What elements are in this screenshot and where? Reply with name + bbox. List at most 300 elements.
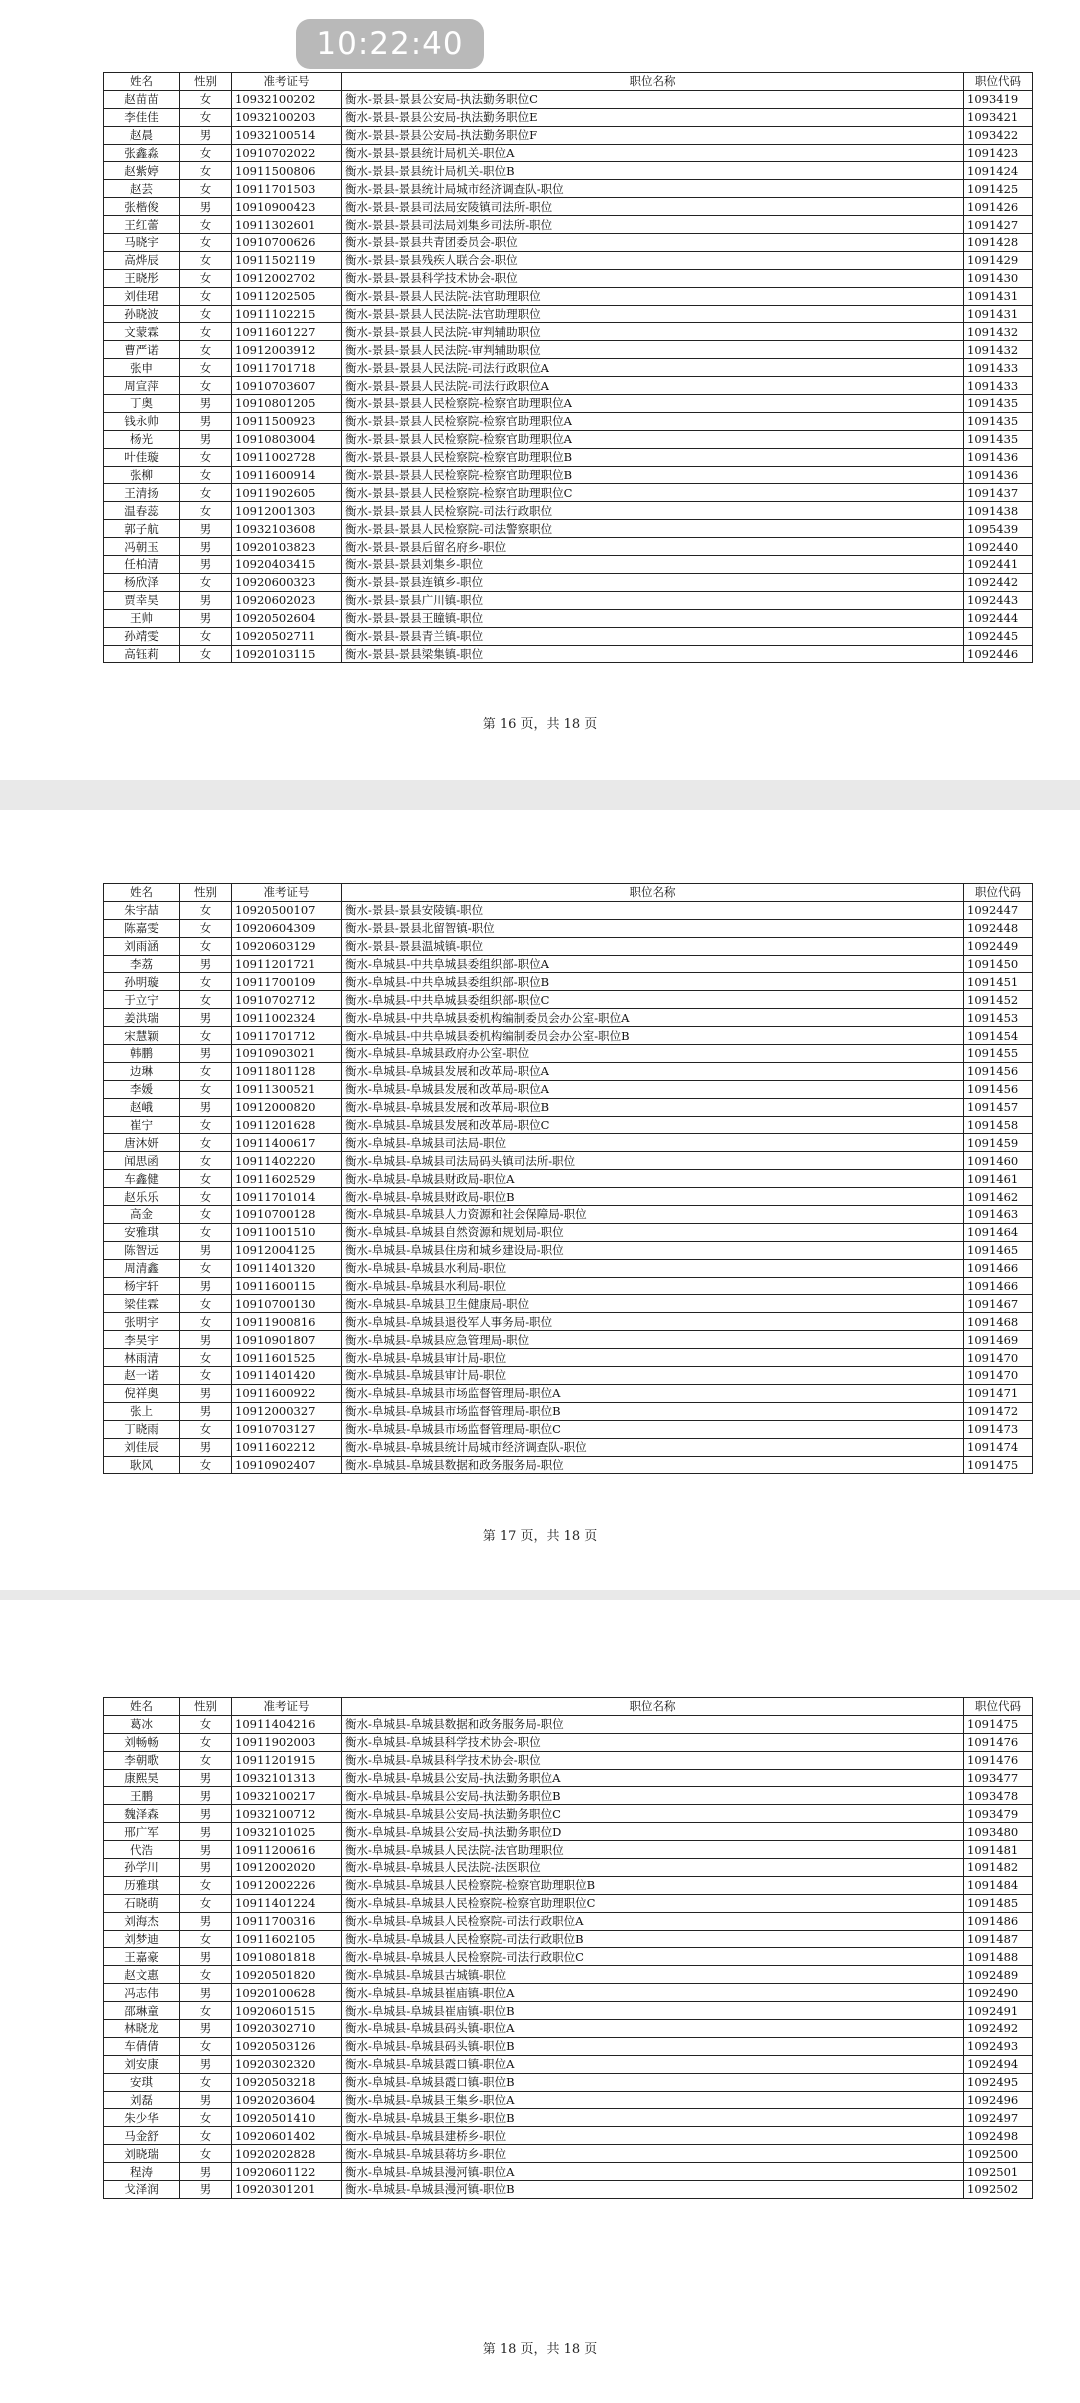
cell-name: 于立宁 (104, 991, 180, 1009)
cell-code: 1091466 (964, 1277, 1033, 1295)
cell-position: 衡水-阜城县-阜城县人民检察院-司法行政职位B (342, 1930, 964, 1948)
cell-code: 1091435 (964, 395, 1033, 413)
cell-position: 衡水-阜城县-阜城县人民检察院-司法行政职位A (342, 1912, 964, 1930)
cell-position: 衡水-阜城县-阜城县发展和改革局-职位A (342, 1062, 964, 1080)
table-row (104, 1805, 1033, 1823)
cell-code: 1091429 (964, 251, 1033, 269)
cell-name: 张明宇 (104, 1313, 180, 1331)
cell-position: 衡水-阜城县-阜城县人民检察院-检察官助理职位C (342, 1894, 964, 1912)
table-row (104, 1134, 1033, 1152)
cell-exam-id: 10910803004 (232, 430, 342, 448)
table-row (104, 520, 1033, 538)
cell-name: 马金舒 (104, 2127, 180, 2145)
table-row (104, 1259, 1033, 1277)
cell-exam-id: 10920203604 (232, 2091, 342, 2109)
cell-name: 历雅琪 (104, 1876, 180, 1894)
header-gender: 性别 (180, 884, 232, 902)
table-row (104, 2091, 1033, 2109)
cell-gender: 男 (180, 1912, 232, 1930)
cell-exam-id: 10920500107 (232, 901, 342, 919)
table-row (104, 1223, 1033, 1241)
cell-gender: 男 (180, 2091, 232, 2109)
table-row (104, 1331, 1033, 1349)
cell-code: 1091436 (964, 466, 1033, 484)
table-row (104, 1009, 1033, 1027)
cell-code: 1091425 (964, 180, 1033, 198)
cell-code: 1091485 (964, 1894, 1033, 1912)
cell-position: 衡水-阜城县-阜城县财政局-职位B (342, 1188, 964, 1206)
cell-code: 1091458 (964, 1116, 1033, 1134)
table-row (104, 937, 1033, 955)
table-row (104, 162, 1033, 180)
cell-exam-id: 10911401224 (232, 1894, 342, 1912)
cell-position: 衡水-阜城县-阜城县发展和改革局-职位C (342, 1116, 964, 1134)
cell-name: 刘晓瑞 (104, 2145, 180, 2163)
header-position: 职位名称 (342, 1698, 964, 1716)
cell-exam-id: 10912000820 (232, 1098, 342, 1116)
table-row (104, 269, 1033, 287)
table-row (104, 2145, 1033, 2163)
page-footer: 第 18 页，共 18 页 (482, 2342, 598, 2357)
cell-code: 1091431 (964, 305, 1033, 323)
table-row (104, 1152, 1033, 1170)
table-row (104, 2109, 1033, 2127)
cell-code: 1091455 (964, 1045, 1033, 1063)
cell-gender: 女 (180, 1715, 232, 1733)
cell-name: 刘磊 (104, 2091, 180, 2109)
cell-gender: 女 (180, 180, 232, 198)
table-row (104, 991, 1033, 1009)
cell-gender: 女 (180, 269, 232, 287)
cell-code: 1092448 (964, 919, 1033, 937)
table-row (104, 198, 1033, 216)
cell-name: 唐沐妍 (104, 1134, 180, 1152)
cell-name: 张申 (104, 359, 180, 377)
cell-exam-id: 10920403415 (232, 556, 342, 574)
cell-name: 赵苗苗 (104, 90, 180, 108)
cell-exam-id: 10912000327 (232, 1402, 342, 1420)
table-row (104, 144, 1033, 162)
cell-code: 1092445 (964, 627, 1033, 645)
table-row (104, 591, 1033, 609)
cell-position: 衡水-阜城县-阜城县政府办公室-职位 (342, 1045, 964, 1063)
cell-gender: 男 (180, 1823, 232, 1841)
cell-name: 杨欣泽 (104, 573, 180, 591)
cell-position: 衡水-阜城县-阜城县科学技术协会-职位 (342, 1733, 964, 1751)
cell-position: 衡水-阜城县-阜城县人力资源和社会保障局-职位 (342, 1206, 964, 1224)
cell-gender: 女 (180, 2145, 232, 2163)
cell-gender: 女 (180, 90, 232, 108)
table-row (104, 1859, 1033, 1877)
cell-gender: 男 (180, 520, 232, 538)
cell-gender: 女 (180, 1313, 232, 1331)
cell-exam-id: 10911600914 (232, 466, 342, 484)
cell-position: 衡水-阜城县-阜城县漫河镇-职位A (342, 2163, 964, 2181)
cell-gender: 女 (180, 973, 232, 991)
table-row (104, 466, 1033, 484)
cell-code: 1092446 (964, 645, 1033, 663)
cell-exam-id: 10920601402 (232, 2127, 342, 2145)
cell-position: 衡水-阜城县-阜城县自然资源和规划局-职位 (342, 1223, 964, 1241)
cell-name: 冯志伟 (104, 1984, 180, 2002)
cell-position: 衡水-阜城县-阜城县发展和改革局-职位A (342, 1080, 964, 1098)
table-row (104, 901, 1033, 919)
cell-name: 钱永帅 (104, 412, 180, 430)
cell-position: 衡水-阜城县-阜城县水利局-职位 (342, 1277, 964, 1295)
cell-gender: 女 (180, 937, 232, 955)
cell-gender: 女 (180, 1966, 232, 1984)
table-row (104, 1769, 1033, 1787)
cell-position: 衡水-阜城县-阜城县市场监督管理局-职位A (342, 1384, 964, 1402)
cell-exam-id: 10912001303 (232, 502, 342, 520)
cell-exam-id: 10911500806 (232, 162, 342, 180)
cell-code: 1091472 (964, 1402, 1033, 1420)
cell-exam-id: 10911402220 (232, 1152, 342, 1170)
cell-name: 林雨清 (104, 1349, 180, 1367)
page-footer: 第 16 页，共 18 页 (482, 717, 598, 732)
table-row (104, 323, 1033, 341)
table-row (104, 1080, 1033, 1098)
cell-code: 1092489 (964, 1966, 1033, 1984)
cell-exam-id: 10911602105 (232, 1930, 342, 1948)
cell-exam-id: 10910801818 (232, 1948, 342, 1966)
cell-position: 衡水-阜城县-阜城县崔庙镇-职位B (342, 2002, 964, 2020)
table-row (104, 1751, 1033, 1769)
cell-name: 孙靖雯 (104, 627, 180, 645)
cell-exam-id: 10932103608 (232, 520, 342, 538)
cell-code: 1093419 (964, 90, 1033, 108)
cell-code: 1092501 (964, 2163, 1033, 2181)
cell-code: 1093421 (964, 108, 1033, 126)
table-row (104, 2181, 1033, 2199)
cell-exam-id: 10910801205 (232, 395, 342, 413)
cell-position: 衡水-景县-景县人民检察院-检察官助理职位A (342, 412, 964, 430)
cell-name: 赵峨 (104, 1098, 180, 1116)
cell-gender: 男 (180, 1805, 232, 1823)
table-row (104, 90, 1033, 108)
cell-gender: 女 (180, 377, 232, 395)
table-row (104, 609, 1033, 627)
cell-code: 1092494 (964, 2055, 1033, 2073)
cell-gender: 女 (180, 323, 232, 341)
cell-exam-id: 10911700316 (232, 1912, 342, 1930)
table-row (104, 126, 1033, 144)
table-row (104, 2037, 1033, 2055)
cell-code: 1092492 (964, 2020, 1033, 2038)
header-name: 姓名 (104, 884, 180, 902)
cell-gender: 女 (180, 1027, 232, 1045)
table-row (104, 1206, 1033, 1224)
cell-position: 衡水-景县-景县公安局-执法勤务职位F (342, 126, 964, 144)
cell-name: 李媛 (104, 1080, 180, 1098)
cell-code: 1091433 (964, 359, 1033, 377)
cell-gender: 女 (180, 1080, 232, 1098)
table-row (104, 2002, 1033, 2020)
table-row (104, 1367, 1033, 1385)
table-row (104, 1045, 1033, 1063)
table-row (104, 1966, 1033, 1984)
page-footer: 第 17 页，共 18 页 (482, 1529, 598, 1544)
cell-code: 1091436 (964, 448, 1033, 466)
cell-position: 衡水-景县-景县人民法院-法官助理职位 (342, 287, 964, 305)
cell-code: 1091463 (964, 1206, 1033, 1224)
cell-position: 衡水-景县-景县人民检察院-检察官助理职位C (342, 484, 964, 502)
cell-name: 周宣萍 (104, 377, 180, 395)
cell-code: 1091424 (964, 162, 1033, 180)
table-row (104, 502, 1033, 520)
cell-exam-id: 10911701718 (232, 359, 342, 377)
cell-gender: 女 (180, 1349, 232, 1367)
cell-exam-id: 10911602529 (232, 1170, 342, 1188)
cell-position: 衡水-阜城县-阜城县古城镇-职位 (342, 1966, 964, 1984)
cell-code: 1091468 (964, 1313, 1033, 1331)
cell-name: 叶佳璇 (104, 448, 180, 466)
cell-code: 1091452 (964, 991, 1033, 1009)
table-row (104, 919, 1033, 937)
cell-name: 刘畅畅 (104, 1733, 180, 1751)
cell-name: 李佳佳 (104, 108, 180, 126)
table-row (104, 359, 1033, 377)
cell-code: 1091428 (964, 234, 1033, 252)
cell-exam-id: 10910901807 (232, 1331, 342, 1349)
table-row (104, 448, 1033, 466)
table-row (104, 305, 1033, 323)
table-row (104, 1984, 1033, 2002)
header-code: 职位代码 (964, 1698, 1033, 1716)
cell-name: 宋慧颖 (104, 1027, 180, 1045)
cell-position: 衡水-阜城县-阜城县公安局-执法勤务职位A (342, 1769, 964, 1787)
cell-exam-id: 10920103823 (232, 538, 342, 556)
document-page-17 (0, 810, 1080, 1590)
cell-gender: 男 (180, 1769, 232, 1787)
cell-name: 刘佳辰 (104, 1438, 180, 1456)
table-row (104, 1930, 1033, 1948)
cell-position: 衡水-景县-景县后留名府乡-职位 (342, 538, 964, 556)
cell-name: 高钰莉 (104, 645, 180, 663)
table-row (104, 1116, 1033, 1134)
cell-code: 1091437 (964, 484, 1033, 502)
cell-position: 衡水-阜城县-阜城县数据和政务服务局-职位 (342, 1715, 964, 1733)
cell-position: 衡水-景县-景县青兰镇-职位 (342, 627, 964, 645)
cell-name: 朱少华 (104, 2109, 180, 2127)
cell-code: 1091464 (964, 1223, 1033, 1241)
cell-position: 衡水-景县-景县统计局机关-职位B (342, 162, 964, 180)
cell-gender: 女 (180, 359, 232, 377)
cell-gender: 女 (180, 234, 232, 252)
cell-exam-id: 10910703607 (232, 377, 342, 395)
table-row (104, 1241, 1033, 1259)
cell-name: 刘佳珺 (104, 287, 180, 305)
cell-name: 安琪 (104, 2073, 180, 2091)
cell-position: 衡水-景县-景县统计局机关-职位A (342, 144, 964, 162)
cell-position: 衡水-景县-景县公安局-执法勤务职位C (342, 90, 964, 108)
cell-exam-id: 10911202505 (232, 287, 342, 305)
cell-code: 1091471 (964, 1384, 1033, 1402)
cell-name: 倪祥奥 (104, 1384, 180, 1402)
table-row (104, 287, 1033, 305)
roster-table (103, 1697, 1033, 2199)
cell-gender: 女 (180, 1062, 232, 1080)
cell-position: 衡水-景县-景县王瞳镇-职位 (342, 609, 964, 627)
cell-gender: 女 (180, 1259, 232, 1277)
table-row (104, 1098, 1033, 1116)
cell-code: 1092490 (964, 1984, 1033, 2002)
cell-gender: 男 (180, 2163, 232, 2181)
cell-gender: 男 (180, 1045, 232, 1063)
header-position: 职位名称 (342, 73, 964, 91)
cell-exam-id: 10911102215 (232, 305, 342, 323)
cell-code: 1091431 (964, 287, 1033, 305)
cell-name: 刘梦迪 (104, 1930, 180, 1948)
cell-name: 刘海杰 (104, 1912, 180, 1930)
cell-position: 衡水-阜城县-阜城县人民检察院-检察官助理职位B (342, 1876, 964, 1894)
cell-exam-id: 10911401320 (232, 1259, 342, 1277)
cell-gender: 男 (180, 1787, 232, 1805)
cell-code: 1091474 (964, 1438, 1033, 1456)
cell-code: 1092498 (964, 2127, 1033, 2145)
cell-exam-id: 10911601525 (232, 1349, 342, 1367)
cell-gender: 女 (180, 2127, 232, 2145)
cell-name: 孙学川 (104, 1859, 180, 1877)
cell-name: 杨宇轩 (104, 1277, 180, 1295)
cell-position: 衡水-阜城县-阜城县人民法院-法官助理职位 (342, 1841, 964, 1859)
cell-name: 温春蕊 (104, 502, 180, 520)
table-row (104, 538, 1033, 556)
cell-position: 衡水-阜城县-阜城县崔庙镇-职位A (342, 1984, 964, 2002)
table-row (104, 2055, 1033, 2073)
header-code: 职位代码 (964, 73, 1033, 91)
cell-name: 张楷俊 (104, 198, 180, 216)
cell-position: 衡水-阜城县-阜城县住房和城乡建设局-职位 (342, 1241, 964, 1259)
table-row (104, 180, 1033, 198)
cell-code: 1091473 (964, 1420, 1033, 1438)
cell-name: 戈泽润 (104, 2181, 180, 2199)
cell-position: 衡水-阜城县-中共阜城县委组织部-职位A (342, 955, 964, 973)
cell-name: 耿风 (104, 1456, 180, 1474)
cell-position: 衡水-景县-景县人民检察院-司法警察职位 (342, 520, 964, 538)
cell-name: 高烨辰 (104, 251, 180, 269)
cell-code: 1095439 (964, 520, 1033, 538)
header-name: 姓名 (104, 73, 180, 91)
cell-code: 1091426 (964, 198, 1033, 216)
cell-position: 衡水-阜城县-阜城县霞口镇-职位B (342, 2073, 964, 2091)
cell-name: 王红蕾 (104, 216, 180, 234)
cell-gender: 女 (180, 1420, 232, 1438)
cell-code: 1091456 (964, 1062, 1033, 1080)
cell-code: 1091456 (964, 1080, 1033, 1098)
cell-gender: 女 (180, 108, 232, 126)
cell-code: 1092440 (964, 538, 1033, 556)
cell-name: 高金 (104, 1206, 180, 1224)
cell-code: 1091481 (964, 1841, 1033, 1859)
cell-name: 赵芸 (104, 180, 180, 198)
header-exam-id: 准考证号 (232, 73, 342, 91)
cell-name: 程涛 (104, 2163, 180, 2181)
cell-exam-id: 10911701014 (232, 1188, 342, 1206)
cell-gender: 女 (180, 251, 232, 269)
cell-gender: 女 (180, 341, 232, 359)
cell-code: 1092491 (964, 2002, 1033, 2020)
header-gender: 性别 (180, 73, 232, 91)
cell-name: 赵晨 (104, 126, 180, 144)
cell-name: 李荔 (104, 955, 180, 973)
cell-code: 1091453 (964, 1009, 1033, 1027)
cell-exam-id: 10911001510 (232, 1223, 342, 1241)
cell-exam-id: 10920603129 (232, 937, 342, 955)
cell-gender: 男 (180, 1277, 232, 1295)
cell-name: 孙明璇 (104, 973, 180, 991)
cell-gender: 女 (180, 1116, 232, 1134)
cell-gender: 女 (180, 1894, 232, 1912)
cell-gender: 女 (180, 2002, 232, 2020)
cell-code: 1091469 (964, 1331, 1033, 1349)
cell-exam-id: 10920600323 (232, 573, 342, 591)
cell-code: 1091423 (964, 144, 1033, 162)
header-exam-id: 准考证号 (232, 884, 342, 902)
cell-name: 代浩 (104, 1841, 180, 1859)
cell-position: 衡水-阜城县-阜城县漫河镇-职位B (342, 2181, 964, 2199)
cell-position: 衡水-阜城县-中共阜城县委机构编制委员会办公室-职位A (342, 1009, 964, 1027)
cell-gender: 男 (180, 2020, 232, 2038)
cell-name: 王帅 (104, 609, 180, 627)
table-row (104, 1027, 1033, 1045)
cell-gender: 女 (180, 919, 232, 937)
cell-gender: 女 (180, 1152, 232, 1170)
cell-exam-id: 10911902003 (232, 1733, 342, 1751)
cell-code: 1091475 (964, 1715, 1033, 1733)
cell-position: 衡水-阜城县-阜城县人民检察院-司法行政职位C (342, 1948, 964, 1966)
cell-exam-id: 10911200616 (232, 1841, 342, 1859)
table-row (104, 108, 1033, 126)
cell-gender: 女 (180, 1456, 232, 1474)
cell-gender: 男 (180, 430, 232, 448)
cell-code: 1091460 (964, 1152, 1033, 1170)
cell-name: 赵紫婷 (104, 162, 180, 180)
cell-name: 闻思函 (104, 1152, 180, 1170)
cell-exam-id: 10932100217 (232, 1787, 342, 1805)
cell-name: 朱宇喆 (104, 901, 180, 919)
cell-exam-id: 10911302601 (232, 216, 342, 234)
cell-name: 张鑫淼 (104, 144, 180, 162)
cell-position: 衡水-阜城县-阜城县退役军人事务局-职位 (342, 1313, 964, 1331)
cell-exam-id: 10911701503 (232, 180, 342, 198)
cell-name: 车倩倩 (104, 2037, 180, 2055)
cell-code: 1091467 (964, 1295, 1033, 1313)
cell-code: 1091438 (964, 502, 1033, 520)
cell-exam-id: 10932101313 (232, 1769, 342, 1787)
cell-position: 衡水-景县-景县梁集镇-职位 (342, 645, 964, 663)
cell-position: 衡水-景县-景县安陵镇-职位 (342, 901, 964, 919)
cell-gender: 女 (180, 901, 232, 919)
cell-code: 1092442 (964, 573, 1033, 591)
cell-gender: 男 (180, 955, 232, 973)
cell-position: 衡水-阜城县-阜城县王集乡-职位A (342, 2091, 964, 2109)
cell-position: 衡水-景县-景县人民检察院-司法行政职位 (342, 502, 964, 520)
table-row (104, 2163, 1033, 2181)
cell-exam-id: 10910702712 (232, 991, 342, 1009)
cell-exam-id: 10910700128 (232, 1206, 342, 1224)
cell-position: 衡水-景县-景县司法局安陵镇司法所-职位 (342, 198, 964, 216)
table-row (104, 1188, 1033, 1206)
cell-name: 邢广军 (104, 1823, 180, 1841)
cell-name: 姜洪瑞 (104, 1009, 180, 1027)
cell-name: 车鑫健 (104, 1170, 180, 1188)
table-row (104, 1438, 1033, 1456)
table-row (104, 216, 1033, 234)
cell-name: 孙晓波 (104, 305, 180, 323)
table-row (104, 1277, 1033, 1295)
cell-code: 1093479 (964, 1805, 1033, 1823)
